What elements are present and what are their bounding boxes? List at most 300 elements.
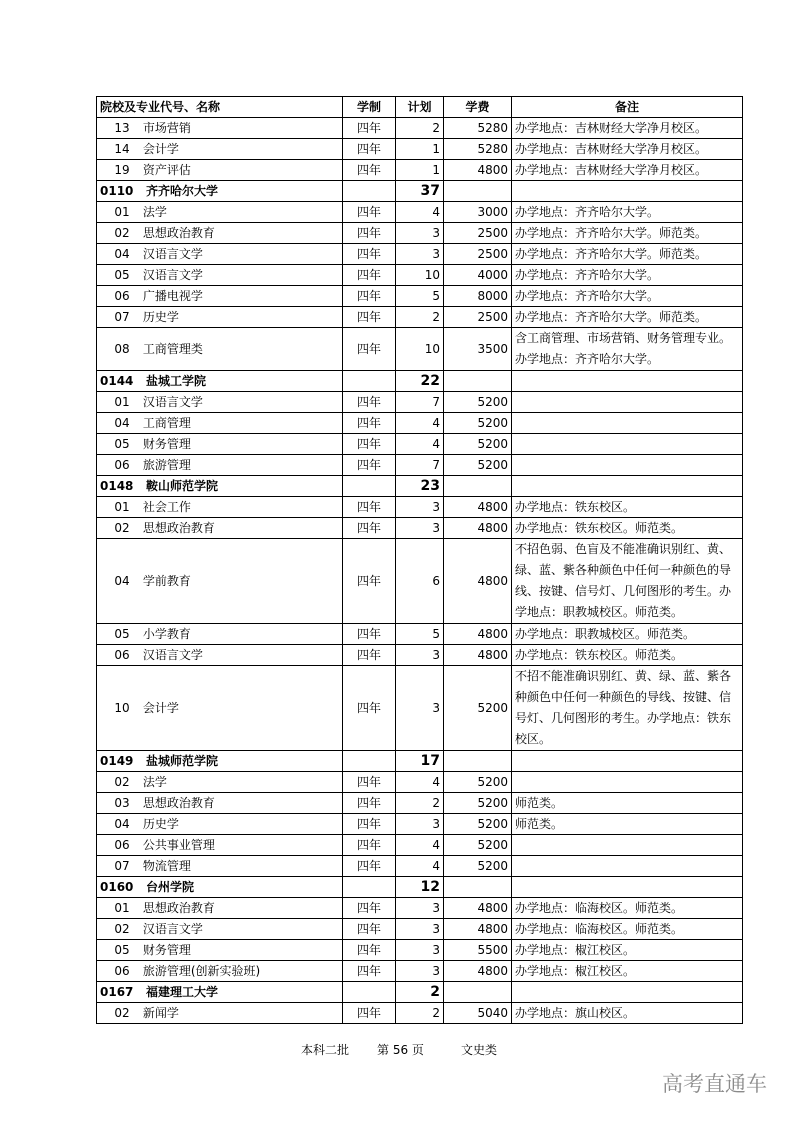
institution-name: 鞍山师范学院: [145, 479, 218, 493]
major-name: 工商管理类: [142, 342, 203, 356]
table-row: [97, 202, 743, 223]
major-code: 02: [114, 521, 130, 535]
fee-cell: 5200: [444, 835, 512, 856]
institution-code: 0110: [100, 184, 134, 198]
note-cell: [512, 772, 743, 793]
fee-cell: 5040: [444, 1003, 512, 1024]
fee-cell: 5200: [444, 666, 512, 751]
fee-cell: 4800: [444, 497, 512, 518]
plan-cell: 7: [396, 392, 444, 413]
note-cell: 办学地点：铁东校区。师范类。: [512, 518, 743, 539]
fee-cell: [444, 982, 512, 1003]
major-code: 01: [114, 205, 130, 219]
major-name-cell: [97, 624, 343, 645]
note-cell: 办学地点：吉林财经大学净月校区。: [512, 118, 743, 139]
major-code: 02: [114, 226, 130, 240]
note-cell: [512, 371, 743, 392]
major-code: 05: [114, 627, 130, 641]
note-cell: 办学地点：齐齐哈尔大学。: [512, 265, 743, 286]
major-code: 02: [114, 922, 130, 936]
footer-page-number: 第 56 页: [377, 1043, 424, 1057]
major-name-cell: [97, 328, 343, 371]
major-code: 04: [114, 247, 130, 261]
major-name: 社会工作: [142, 500, 191, 514]
years-cell: [343, 181, 396, 202]
years-cell: 四年: [343, 392, 396, 413]
major-name-cell: [97, 518, 343, 539]
major-code: 06: [114, 648, 130, 662]
major-name-cell: [97, 645, 343, 666]
major-code: 04: [114, 416, 130, 430]
note-cell: [512, 982, 743, 1003]
table-row: [97, 772, 743, 793]
note-cell: 办学地点：临海校区。师范类。: [512, 898, 743, 919]
major-code: 05: [114, 268, 130, 282]
table-row: [97, 919, 743, 940]
fee-cell: 5200: [444, 793, 512, 814]
note-cell: 办学地点：铁东校区。: [512, 497, 743, 518]
major-code: 13: [114, 121, 130, 135]
fee-cell: 4800: [444, 539, 512, 624]
major-name-cell: [97, 286, 343, 307]
note-cell: 办学地点：职教城校区。师范类。: [512, 624, 743, 645]
institution-code: 0160: [100, 880, 134, 894]
institution-row: [97, 877, 743, 898]
institution-name-cell: [97, 877, 343, 898]
years-cell: 四年: [343, 160, 396, 181]
table-row: [97, 434, 743, 455]
header-fee: 学费: [444, 97, 512, 118]
years-cell: 四年: [343, 244, 396, 265]
fee-cell: 4800: [444, 624, 512, 645]
institution-name-cell: [97, 371, 343, 392]
table-row: [97, 139, 743, 160]
institution-name: 盐城工学院: [145, 374, 206, 388]
years-cell: 四年: [343, 898, 396, 919]
major-name-cell: [97, 539, 343, 624]
major-name-cell: [97, 118, 343, 139]
table-row: [97, 118, 743, 139]
years-cell: 四年: [343, 666, 396, 751]
header-note: 备注: [512, 97, 743, 118]
years-cell: [343, 476, 396, 497]
major-name: 历史学: [142, 817, 179, 831]
table-row: [97, 539, 743, 624]
plan-cell: 22: [396, 371, 444, 392]
table-row: [97, 898, 743, 919]
years-cell: [343, 877, 396, 898]
plan-cell: 3: [396, 898, 444, 919]
plan-cell: 5: [396, 286, 444, 307]
plan-cell: 4: [396, 434, 444, 455]
fee-cell: 3500: [444, 328, 512, 371]
major-code: 04: [114, 574, 130, 588]
major-name: 汉语言文学: [142, 395, 203, 409]
plan-cell: 1: [396, 139, 444, 160]
years-cell: 四年: [343, 835, 396, 856]
plan-cell: 2: [396, 793, 444, 814]
table-row: [97, 666, 743, 751]
institution-row: [97, 751, 743, 772]
note-cell: 不招色弱、色盲及不能准确识别红、黄、绿、蓝、紫各种颜色中任何一种颜色的导线、按键、信号灯、几何图形的考生。办学地点：职教城校区。师范类。: [512, 539, 743, 624]
years-cell: 四年: [343, 1003, 396, 1024]
institution-name-cell: [97, 751, 343, 772]
major-code: 03: [114, 796, 130, 810]
plan-cell: 3: [396, 940, 444, 961]
institution-code: 0148: [100, 479, 134, 493]
table-row: [97, 940, 743, 961]
major-name-cell: [97, 223, 343, 244]
table-row: [97, 645, 743, 666]
plan-cell: 23: [396, 476, 444, 497]
footer-batch: 本科二批: [301, 1043, 350, 1057]
institution-name: 台州学院: [145, 880, 194, 894]
years-cell: [343, 751, 396, 772]
note-cell: [512, 835, 743, 856]
years-cell: 四年: [343, 624, 396, 645]
major-code: 01: [114, 901, 130, 915]
note-cell: 办学地点：齐齐哈尔大学。师范类。: [512, 307, 743, 328]
fee-cell: 5500: [444, 940, 512, 961]
major-name: 旅游管理(创新实验班): [142, 964, 261, 978]
note-cell: [512, 751, 743, 772]
fee-cell: [444, 877, 512, 898]
major-name-cell: [97, 139, 343, 160]
plan-cell: 37: [396, 181, 444, 202]
table-row: [97, 286, 743, 307]
fee-cell: 4800: [444, 160, 512, 181]
major-name: 广播电视学: [142, 289, 203, 303]
major-name: 法学: [142, 205, 167, 219]
plan-cell: 10: [396, 328, 444, 371]
note-cell: 办学地点：椒江校区。: [512, 940, 743, 961]
fee-cell: 3000: [444, 202, 512, 223]
years-cell: 四年: [343, 793, 396, 814]
plan-cell: 12: [396, 877, 444, 898]
years-cell: [343, 371, 396, 392]
major-name-cell: [97, 244, 343, 265]
note-cell: [512, 856, 743, 877]
fee-cell: 5200: [444, 455, 512, 476]
major-name-cell: [97, 666, 343, 751]
major-name: 工商管理: [142, 416, 191, 430]
institution-name: 盐城师范学院: [145, 754, 218, 768]
note-cell: 不招不能准确识别红、黄、绿、蓝、紫各种颜色中任何一种颜色的导线、按键、信号灯、几何图形的考生。办学地点：铁东校区。: [512, 666, 743, 751]
major-name-cell: [97, 772, 343, 793]
institution-row: [97, 476, 743, 497]
major-code: 06: [114, 964, 130, 978]
years-cell: 四年: [343, 497, 396, 518]
plan-cell: 2: [396, 118, 444, 139]
fee-cell: 4800: [444, 518, 512, 539]
institution-code: 0149: [100, 754, 134, 768]
table-row: [97, 624, 743, 645]
major-name-cell: [97, 898, 343, 919]
major-name-cell: [97, 307, 343, 328]
table-header-row: [97, 97, 743, 118]
major-code: 02: [114, 775, 130, 789]
fee-cell: 5200: [444, 856, 512, 877]
fee-cell: 5200: [444, 814, 512, 835]
major-name: 财务管理: [142, 943, 191, 957]
plan-cell: 3: [396, 518, 444, 539]
major-name: 物流管理: [142, 859, 191, 873]
table-row: [97, 160, 743, 181]
fee-cell: [444, 476, 512, 497]
years-cell: 四年: [343, 961, 396, 982]
fee-cell: 2500: [444, 223, 512, 244]
table-row: [97, 518, 743, 539]
fee-cell: 2500: [444, 307, 512, 328]
major-name: 汉语言文学: [142, 247, 203, 261]
major-name-cell: [97, 455, 343, 476]
plan-cell: 3: [396, 814, 444, 835]
years-cell: 四年: [343, 645, 396, 666]
years-cell: 四年: [343, 139, 396, 160]
major-code: 10: [114, 701, 130, 715]
note-cell: 办学地点：吉林财经大学净月校区。: [512, 160, 743, 181]
plan-cell: 10: [396, 265, 444, 286]
major-name: 会计学: [142, 701, 179, 715]
major-code: 04: [114, 817, 130, 831]
major-name: 思想政治教育: [142, 226, 215, 240]
major-name-cell: [97, 1003, 343, 1024]
years-cell: 四年: [343, 328, 396, 371]
major-name-cell: [97, 835, 343, 856]
note-cell: 办学地点：铁东校区。师范类。: [512, 645, 743, 666]
years-cell: 四年: [343, 814, 396, 835]
table-row: [97, 392, 743, 413]
note-cell: 办学地点：齐齐哈尔大学。师范类。: [512, 244, 743, 265]
major-name: 汉语言文学: [142, 268, 203, 282]
years-cell: 四年: [343, 434, 396, 455]
note-cell: 办学地点：旗山校区。: [512, 1003, 743, 1024]
plan-cell: 4: [396, 835, 444, 856]
institution-name-cell: [97, 181, 343, 202]
major-name-cell: [97, 793, 343, 814]
major-code: 05: [114, 437, 130, 451]
header-name: 院校及专业代号、名称: [97, 97, 343, 118]
major-name-cell: [97, 919, 343, 940]
note-cell: [512, 476, 743, 497]
years-cell: 四年: [343, 940, 396, 961]
plan-cell: 6: [396, 539, 444, 624]
major-code: 01: [114, 395, 130, 409]
major-name: 汉语言文学: [142, 648, 203, 662]
fee-cell: 5280: [444, 118, 512, 139]
years-cell: 四年: [343, 856, 396, 877]
plan-cell: 3: [396, 961, 444, 982]
note-cell: [512, 392, 743, 413]
plan-cell: 4: [396, 413, 444, 434]
plan-cell: 3: [396, 666, 444, 751]
plan-cell: 3: [396, 497, 444, 518]
plan-cell: 2: [396, 307, 444, 328]
table-row: [97, 814, 743, 835]
plan-cell: 1: [396, 160, 444, 181]
header-plan: 计划: [396, 97, 444, 118]
years-cell: 四年: [343, 223, 396, 244]
institution-code: 0167: [100, 985, 134, 999]
note-cell: 办学地点：临海校区。师范类。: [512, 919, 743, 940]
note-cell: 办学地点：齐齐哈尔大学。师范类。: [512, 223, 743, 244]
table-row: [97, 497, 743, 518]
major-name: 资产评估: [142, 163, 191, 177]
years-cell: 四年: [343, 307, 396, 328]
major-code: 02: [114, 1006, 130, 1020]
major-name: 小学教育: [142, 627, 191, 641]
major-name-cell: [97, 413, 343, 434]
note-cell: 含工商管理、市场营销、财务管理专业。办学地点：齐齐哈尔大学。: [512, 328, 743, 371]
major-name: 市场营销: [142, 121, 191, 135]
major-name-cell: [97, 497, 343, 518]
fee-cell: 8000: [444, 286, 512, 307]
years-cell: 四年: [343, 539, 396, 624]
table-row: [97, 307, 743, 328]
header-years: 学制: [343, 97, 396, 118]
institution-name: 福建理工大学: [145, 985, 218, 999]
major-name-cell: [97, 392, 343, 413]
major-name: 公共事业管理: [142, 838, 215, 852]
fee-cell: 4000: [444, 265, 512, 286]
fee-cell: 4800: [444, 961, 512, 982]
note-cell: [512, 434, 743, 455]
watermark: 高考直通车: [662, 1072, 767, 1096]
footer-category: 文史类: [461, 1043, 498, 1057]
institution-name: 齐齐哈尔大学: [145, 184, 218, 198]
plan-cell: 4: [396, 202, 444, 223]
major-name: 思想政治教育: [142, 901, 215, 915]
years-cell: 四年: [343, 202, 396, 223]
fee-cell: 4800: [444, 645, 512, 666]
institution-name-cell: [97, 476, 343, 497]
major-code: 07: [114, 310, 130, 324]
years-cell: 四年: [343, 286, 396, 307]
note-cell: [512, 413, 743, 434]
table-row: [97, 265, 743, 286]
note-cell: 办学地点：椒江校区。: [512, 961, 743, 982]
plan-cell: 3: [396, 223, 444, 244]
fee-cell: [444, 181, 512, 202]
fee-cell: 5200: [444, 392, 512, 413]
fee-cell: 2500: [444, 244, 512, 265]
admission-plan-table: [96, 96, 743, 1024]
note-cell: [512, 455, 743, 476]
institution-row: [97, 371, 743, 392]
major-name-cell: [97, 961, 343, 982]
major-name-cell: [97, 434, 343, 455]
table-row: [97, 244, 743, 265]
table-row: [97, 413, 743, 434]
major-code: 08: [114, 342, 130, 356]
table-row: [97, 1003, 743, 1024]
years-cell: 四年: [343, 413, 396, 434]
major-name: 思想政治教育: [142, 521, 215, 535]
fee-cell: 5200: [444, 772, 512, 793]
major-name: 法学: [142, 775, 167, 789]
table-row: [97, 455, 743, 476]
fee-cell: 5280: [444, 139, 512, 160]
note-cell: 师范类。: [512, 814, 743, 835]
table-row: [97, 793, 743, 814]
major-name-cell: [97, 940, 343, 961]
years-cell: 四年: [343, 265, 396, 286]
years-cell: 四年: [343, 455, 396, 476]
major-code: 05: [114, 943, 130, 957]
major-name-cell: [97, 814, 343, 835]
fee-cell: 5200: [444, 413, 512, 434]
major-name: 财务管理: [142, 437, 191, 451]
table-row: [97, 961, 743, 982]
fee-cell: [444, 371, 512, 392]
major-code: 01: [114, 500, 130, 514]
major-code: 06: [114, 458, 130, 472]
major-code: 06: [114, 289, 130, 303]
plan-cell: 4: [396, 856, 444, 877]
table-row: [97, 223, 743, 244]
plan-cell: 7: [396, 455, 444, 476]
major-name: 学前教育: [142, 574, 191, 588]
note-cell: 师范类。: [512, 793, 743, 814]
table-row: [97, 835, 743, 856]
major-name-cell: [97, 202, 343, 223]
major-name-cell: [97, 856, 343, 877]
fee-cell: 4800: [444, 898, 512, 919]
fee-cell: [444, 751, 512, 772]
plan-cell: 3: [396, 244, 444, 265]
plan-cell: 3: [396, 645, 444, 666]
years-cell: 四年: [343, 772, 396, 793]
years-cell: [343, 982, 396, 1003]
years-cell: 四年: [343, 919, 396, 940]
major-code: 06: [114, 838, 130, 852]
admission-plan-table-container: [96, 96, 742, 1024]
major-code: 14: [114, 142, 130, 156]
fee-cell: 4800: [444, 919, 512, 940]
institution-name-cell: [97, 982, 343, 1003]
plan-cell: 2: [396, 982, 444, 1003]
years-cell: 四年: [343, 118, 396, 139]
major-code: 07: [114, 859, 130, 873]
plan-cell: 17: [396, 751, 444, 772]
major-name: 汉语言文学: [142, 922, 203, 936]
major-name: 历史学: [142, 310, 179, 324]
note-cell: [512, 181, 743, 202]
major-name-cell: [97, 160, 343, 181]
major-name: 旅游管理: [142, 458, 191, 472]
plan-cell: 3: [396, 919, 444, 940]
note-cell: 办学地点：齐齐哈尔大学。: [512, 202, 743, 223]
note-cell: 办学地点：齐齐哈尔大学。: [512, 286, 743, 307]
table-row: [97, 328, 743, 371]
plan-cell: 2: [396, 1003, 444, 1024]
table-row: [97, 856, 743, 877]
plan-cell: 5: [396, 624, 444, 645]
plan-cell: 4: [396, 772, 444, 793]
years-cell: 四年: [343, 518, 396, 539]
institution-row: [97, 982, 743, 1003]
institution-code: 0144: [100, 374, 134, 388]
fee-cell: 5200: [444, 434, 512, 455]
major-name: 思想政治教育: [142, 796, 215, 810]
major-name: 新闻学: [142, 1006, 179, 1020]
major-name-cell: [97, 265, 343, 286]
major-code: 19: [114, 163, 130, 177]
major-name: 会计学: [142, 142, 179, 156]
institution-row: [97, 181, 743, 202]
note-cell: [512, 877, 743, 898]
note-cell: 办学地点：吉林财经大学净月校区。: [512, 139, 743, 160]
